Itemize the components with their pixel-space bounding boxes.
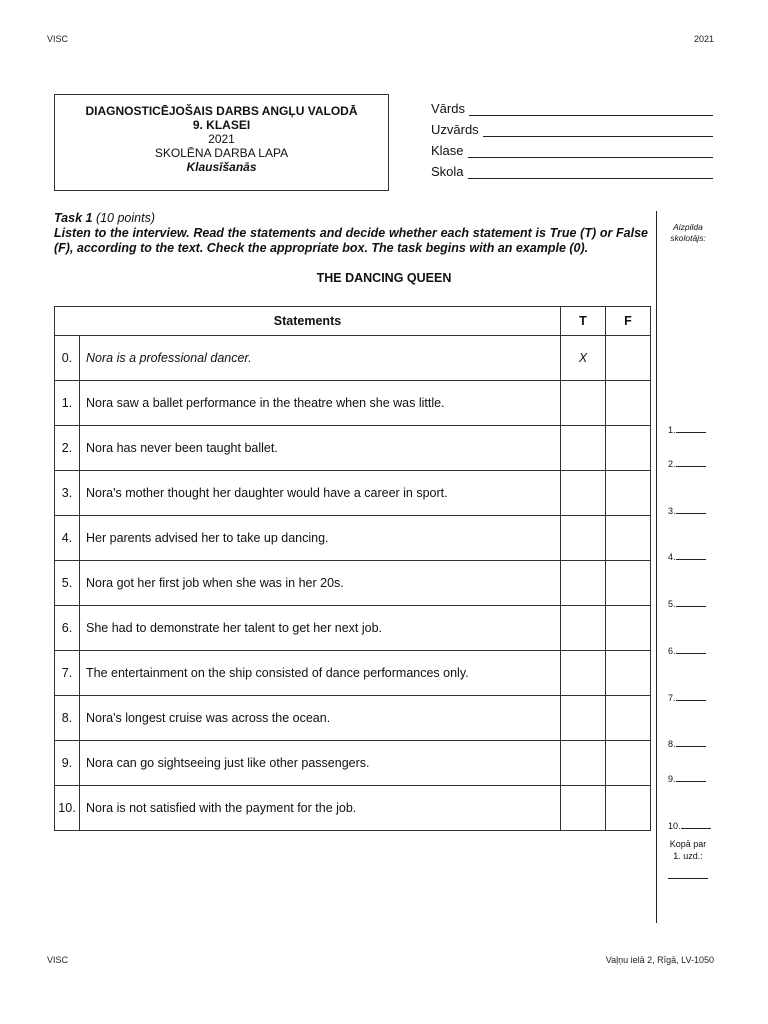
name-field[interactable] — [431, 100, 713, 116]
false-checkbox[interactable] — [606, 786, 651, 831]
school-label: Skola — [431, 164, 464, 179]
task-block — [54, 211, 648, 256]
surname-field[interactable] — [431, 121, 713, 137]
score-number: 5. — [668, 599, 676, 609]
row-number: 10. — [55, 786, 80, 831]
score-entry[interactable] — [668, 551, 706, 562]
score-entry[interactable] — [668, 424, 706, 435]
true-checkbox[interactable] — [561, 696, 606, 741]
task-instructions: Listen to the interview. Read the statements and decide whether each statement is True (T) or False (F), according to the text. Check the appropriate box. The task begins with an example (0). — [54, 226, 648, 255]
score-number: 2. — [668, 459, 676, 469]
task-points: (10 points) — [95, 211, 155, 225]
row-statement: Nora has never been taught ballet. — [80, 426, 561, 471]
section-label: Klausīšanās — [186, 160, 257, 174]
table-row — [55, 336, 651, 381]
class-field[interactable] — [431, 142, 713, 158]
header-left: VISC — [47, 34, 69, 44]
score-blank[interactable] — [676, 645, 706, 654]
score-entry[interactable] — [668, 505, 706, 516]
exam-grade: 9. KLASEI — [192, 118, 251, 132]
school-field[interactable] — [431, 163, 713, 179]
score-blank[interactable] — [676, 551, 706, 560]
score-entry[interactable] — [668, 458, 706, 469]
exam-year: 2021 — [208, 132, 235, 146]
score-number: 1. — [668, 425, 676, 435]
header-year: 2021 — [693, 34, 714, 44]
score-entry[interactable] — [668, 692, 706, 703]
false-checkbox[interactable] — [606, 426, 651, 471]
table-row — [55, 426, 651, 471]
class-label: Klase — [431, 143, 464, 158]
score-entry[interactable] — [668, 598, 706, 609]
score-number: 6. — [668, 646, 676, 656]
class-line[interactable] — [468, 145, 713, 158]
false-checkbox[interactable] — [606, 606, 651, 651]
score-number: 10. — [668, 821, 681, 831]
score-number: 7. — [668, 693, 676, 703]
score-number: 9. — [668, 774, 676, 784]
table-row — [55, 741, 651, 786]
row-number: 4. — [55, 516, 80, 561]
total-label-line1: Kopā par — [669, 839, 707, 849]
false-checkbox[interactable] — [606, 516, 651, 561]
false-checkbox[interactable] — [606, 336, 651, 381]
true-checkbox[interactable] — [561, 426, 606, 471]
false-checkbox[interactable] — [606, 471, 651, 516]
footer-address: Vaļņu ielā 2, Rīgā, LV-1050 — [605, 955, 714, 965]
statements-header: Statements — [55, 307, 561, 336]
footer-left: VISC — [47, 955, 69, 965]
table-row — [55, 381, 651, 426]
teacher-column-divider — [656, 211, 657, 923]
row-number: 0. — [55, 336, 80, 381]
true-header: T — [561, 307, 606, 336]
score-blank[interactable] — [676, 505, 706, 514]
table-row — [55, 651, 651, 696]
row-statement: The entertainment on the ship consisted of dance performances only. — [80, 651, 561, 696]
teacher-note-line1: Aizpilda — [673, 222, 703, 232]
task-label: Task 1 — [54, 211, 93, 225]
worksheet-label: SKOLĒNA DARBA LAPA — [154, 146, 289, 160]
score-blank[interactable] — [681, 820, 711, 829]
score-blank[interactable] — [676, 598, 706, 607]
table-row — [55, 606, 651, 651]
surname-label: Uzvārds — [431, 122, 479, 137]
score-blank[interactable] — [676, 692, 706, 701]
statements-table — [54, 306, 651, 831]
name-label: Vārds — [431, 101, 465, 116]
row-number: 8. — [55, 696, 80, 741]
total-score-line[interactable] — [668, 878, 708, 879]
score-entry[interactable] — [668, 738, 706, 749]
title-box — [54, 94, 389, 191]
table-row — [55, 561, 651, 606]
score-entry[interactable] — [668, 773, 706, 784]
total-label-line2: 1. uzd.: — [673, 851, 703, 861]
score-entry[interactable] — [668, 820, 711, 831]
true-checkbox[interactable]: X — [561, 336, 606, 381]
true-checkbox[interactable] — [561, 786, 606, 831]
row-number: 1. — [55, 381, 80, 426]
score-entry[interactable] — [668, 645, 706, 656]
surname-line[interactable] — [483, 124, 713, 137]
table-header-row — [55, 307, 651, 336]
row-statement: Nora's mother thought her daughter would have a career in sport. — [80, 471, 561, 516]
table-row — [55, 696, 651, 741]
task-title: THE DANCING QUEEN — [316, 271, 452, 285]
false-checkbox[interactable] — [606, 561, 651, 606]
false-checkbox[interactable] — [606, 741, 651, 786]
score-blank[interactable] — [676, 738, 706, 747]
teacher-note — [660, 222, 716, 244]
total-label — [660, 838, 716, 862]
row-statement: Her parents advised her to take up dancing. — [80, 516, 561, 561]
row-statement: She had to demonstrate her talent to get her next job. — [80, 606, 561, 651]
true-checkbox[interactable] — [561, 741, 606, 786]
false-header: F — [606, 307, 651, 336]
row-number: 3. — [55, 471, 80, 516]
row-number: 2. — [55, 426, 80, 471]
row-statement: Nora saw a ballet performance in the theatre when she was little. — [80, 381, 561, 426]
row-number: 5. — [55, 561, 80, 606]
score-blank[interactable] — [676, 458, 706, 467]
score-number: 3. — [668, 506, 676, 516]
score-number: 4. — [668, 552, 676, 562]
exam-title: DIAGNOSTICĒJOŠAIS DARBS ANGĻU VALODĀ — [85, 104, 358, 118]
table-row — [55, 516, 651, 561]
row-statement: Nora is a professional dancer. — [80, 336, 561, 381]
false-checkbox[interactable] — [606, 696, 651, 741]
score-number: 8. — [668, 739, 676, 749]
true-checkbox[interactable] — [561, 651, 606, 696]
score-blank[interactable] — [676, 424, 706, 433]
row-statement: Nora's longest cruise was across the ocean. — [80, 696, 561, 741]
true-checkbox[interactable] — [561, 381, 606, 426]
row-number: 6. — [55, 606, 80, 651]
row-number: 7. — [55, 651, 80, 696]
score-blank[interactable] — [676, 773, 706, 782]
row-statement: Nora is not satisfied with the payment for the job. — [80, 786, 561, 831]
table-row — [55, 471, 651, 516]
false-checkbox[interactable] — [606, 381, 651, 426]
row-statement: Nora can go sightseeing just like other passengers. — [80, 741, 561, 786]
name-line[interactable] — [469, 103, 713, 116]
row-statement: Nora got her first job when she was in her 20s. — [80, 561, 561, 606]
teacher-note-line2: skolotājs: — [670, 233, 706, 243]
false-checkbox[interactable] — [606, 651, 651, 696]
true-checkbox[interactable] — [561, 606, 606, 651]
school-line[interactable] — [468, 166, 713, 179]
true-checkbox[interactable] — [561, 561, 606, 606]
true-checkbox[interactable] — [561, 471, 606, 516]
true-checkbox[interactable] — [561, 516, 606, 561]
row-number: 9. — [55, 741, 80, 786]
table-row — [55, 786, 651, 831]
